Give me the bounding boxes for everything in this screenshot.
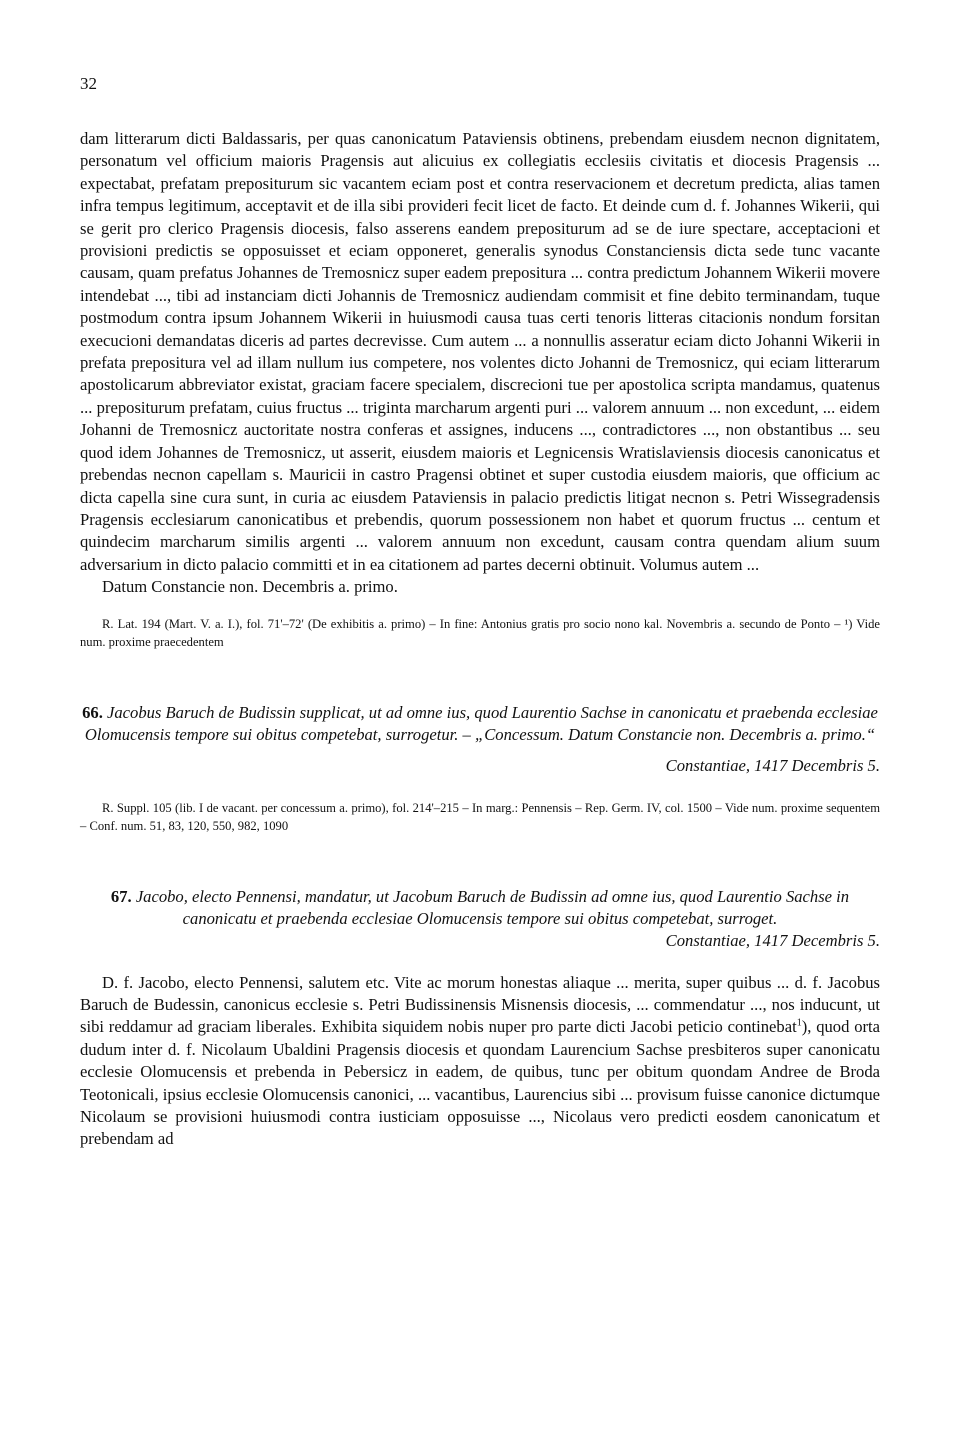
source-footnote: R. Suppl. 105 (lib. I de vacant. per concessum a. primo), fol. 214'–215 – In marg.: Pennensis – Rep. Germ. IV, col. 1500 – Vide num. proxime sequentem – Conf. num. 51, 83, 120, 550, 982, 1090: [80, 800, 880, 834]
document-page: [80, 74, 880, 1151]
entry-heading: [80, 702, 880, 746]
entry-66: [80, 702, 880, 836]
entry-date: Constantiae, 1417 Decembris 5.: [665, 755, 880, 775]
entry-summary: Jacobo, electo Pennensi, mandatur, ut Jacobum Baruch de Budissin ad omne ius, quod Laurentio Sachse in canonicatu et praebenda ecclesiae Olomucensis tempore sui obitus competebat, surroget.: [135, 886, 850, 928]
page-number: 32: [80, 74, 97, 93]
text-segment: D. f. Jacobo, electo Pennensi, salutem etc. Vite ac morum honestas aliaque ... merita, super quibus ... d. f. Jacobus Baruch de Budessin, canonicus ecclesie s. Petri Budissinensis Misnensis diocesis, ... commendatur ..., nos inducunt, ut sibi reddamur ad graciam liberales. Exhibita siquidem nobis nuper pro parte dicti Jacobi peticio continebat: [80, 972, 880, 1037]
entry-number: 66.: [82, 702, 103, 722]
entry-date: Constantiae, 1417 Decembris 5.: [665, 930, 880, 950]
entry-67: [80, 886, 880, 1151]
body-paragraph: [80, 972, 880, 1151]
entry-summary: Jacobus Baruch de Budissin supplicat, ut ad omne ius, quod Laurentio Sachse in canonicatu et praebenda ecclesiae Olomucensis tempore sui obitus competebat, surrogetur. – „Concessum. Datum Constancie non. Decembris a. primo.“: [84, 702, 878, 744]
entry-number: 67.: [110, 886, 132, 906]
body-paragraph: dam litterarum dicti Baldassaris, per quas canonicatum Pataviensis obtinens, prebendam eiusdem necnon dignitatem, personatum vel officium maioris Pragensis aut alicuius ex collegiatis ecclesiis civitatis et diocesis Pragensis ... expectabat, prefatam prepositurum sic vacantem eciam post et contra reservacionem et decretum predicta, alias tamen infra tempus legitimum, acceptavit et de illa sibi provideri fecit licet de facto. Et deinde cum d. f. Johannes Wikerii, qui se gerit pro clerico Pragensis diocesis, falso asserens eandem prepositurum ad se de iure spectare, acceptacioni et provisioni predictis se opposuisset et eciam opponeret, generalis synodus Constanciensis dicta sede tunc vacante causam, quam prefatus Johannes de Tremosnicz super eadem prepositura ... contra predictum Johannem Wikerii movere intendebat ..., tibi ad instanciam dicti Johannis de Tremosnicz audiendam commisit et fine debito terminandam, tuque postmodum contra ipsum Johannem Wikerii in huiusmodi causa tuas certi tenoris litteras citacionis nondum forsitan execucioni demandatas diceris ad partes decrevisse. Cum autem ... a nonnullis asseratur eciam dicto Johanni Wikerii in prefata prepositura vel ad illam nullum ius competere, nos volentes dicto Johanni de Tremosnicz, qui eciam litterarum apostolicarum abbreviator existat, graciam facere specialem, discrecioni tue per apostolica scripta mandamus, quatenus ... prepositurum prefatam, cuius fructus ... triginta marcharum argenti puri ... valorem annuum ... non excedunt, ... eidem Johanni de Tremosnicz auctoritate nostra conferas et assignes, inducens ..., contradictores ..., non obstantibus ... seu quod idem Johannes de Tremosnicz, ut asserit, eiusdem maioris et Legnicensis Wratislaviensis diocesis canonicatus et prebendas necnon capellam s. Mauricii in castro Pragensi obtinet et super custodia eiusdem maioris, que officium ac dicta capella sine cura sunt, in curia ac eiusdem Pataviensis in palacio predictis litigat necnon s. Petri Wissegradensis Pragensis ecclesiarum canonicatibus et prebendis, quorum possessionem non habet et quorum fructus ... centum et quindecim marcharum similis argenti ... valorem annuum non excedunt, causam contra quendam alium suum adversarium in dicto palacio committi et in ea citationem ad partes decerni obtinuit. Volumus autem ...: [80, 129, 880, 574]
source-footnote: R. Lat. 194 (Mart. V. a. I.), fol. 71'–72' (De exhibitis a. primo) – In fine: Antonius gratis pro socio nono kal. Novembris a. secundo de Ponto – ¹) Vide num. proxime praecedentem: [80, 616, 880, 650]
entry-heading: [80, 886, 880, 930]
footnote-marker: 1: [796, 1017, 802, 1029]
text-segment: ), quod orta dudum inter d. f. Nicolaum Ubaldini Pragensis diocesis et quondam Laurencium Sachse presbiteros super canonicatu ecclesie Olomucensis et prebenda in Pebersicz in eadem, de quibus, tunc per obitum quondam Andree de Broda Teotonicali, ipsius ecclesie Olomucensis canonici, ... vacantibus, Laurencius sibi ... provisum fuisse canonice dictumque Nicolaum se provisioni huiusmodi contra iusticiam opposuisse ..., Nicolaus vero predicti eosdem canonicatum et prebendam ad: [80, 1017, 880, 1149]
dating-clause: Datum Constancie non. Decembris a. primo.: [102, 577, 398, 597]
